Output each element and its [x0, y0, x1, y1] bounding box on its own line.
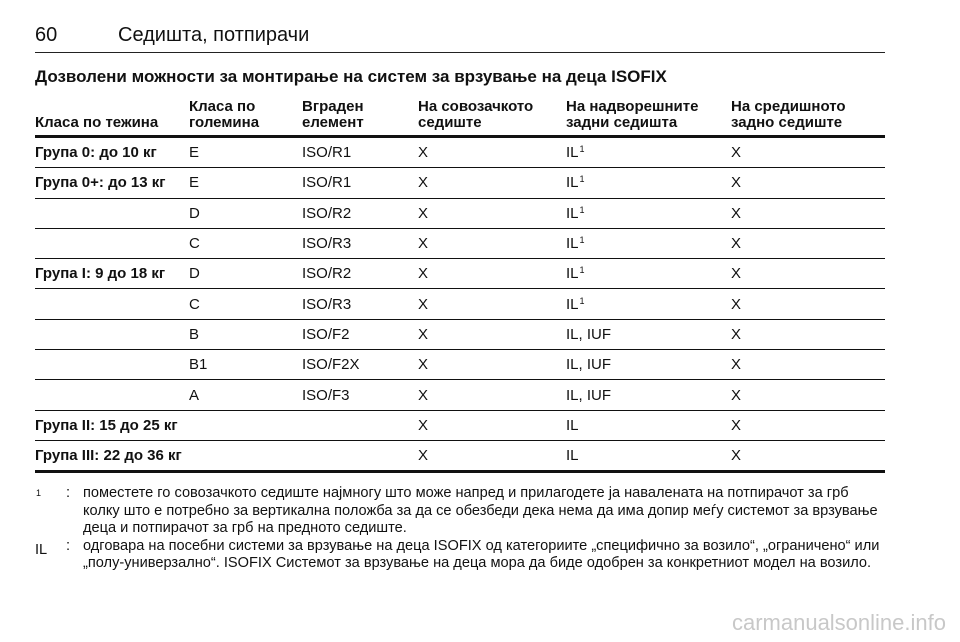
cell-middle-rear: X: [731, 144, 742, 162]
cell-middle-rear: X: [731, 356, 742, 374]
cell-weight-class: Група II: 15 до 25 кг: [35, 416, 178, 434]
table-row: [35, 440, 885, 471]
cell-front-passenger: X: [418, 265, 429, 283]
table-row: [35, 168, 885, 198]
cell-size-class: E: [189, 144, 200, 162]
footnote-ref: 1: [579, 295, 585, 306]
header-front-passenger: На совозачкото седиште: [418, 98, 534, 131]
cell-fixture: ISO/F2X: [302, 356, 360, 374]
cell-middle-rear: X: [731, 416, 742, 434]
cell-size-class: B: [189, 325, 200, 343]
cell-fixture: ISO/R3: [302, 235, 352, 253]
cell-outer-rear: $IL^1$: [566, 235, 585, 253]
table-header-row: [35, 99, 885, 137]
footnote-ref: 1: [579, 144, 585, 155]
cell-fixture: ISO/F2: [302, 325, 350, 343]
cell-fixture: ISO/R3: [302, 295, 352, 313]
cell-middle-rear: X: [731, 447, 742, 465]
footnote-colon: :: [66, 485, 71, 501]
cell-weight-class: Група 0+: до 13 кг: [35, 174, 166, 192]
footnote-ref: 1: [579, 235, 585, 246]
header-outer-rear: На надворешните задни седишта: [566, 98, 699, 131]
cell-weight-class: Група I: 9 до 18 кг: [35, 265, 166, 283]
watermark: carmanualsonline.info: [731, 610, 946, 635]
cell-weight-class: [35, 289, 189, 319]
table-row: [35, 319, 885, 349]
page-header: [35, 18, 885, 53]
footnote-ref: 1: [579, 174, 585, 185]
page-number: 60: [35, 24, 58, 46]
cell-outer-rear: IL, IUF: [566, 356, 612, 374]
cell-size-class: A: [189, 386, 200, 404]
footnote-ref: 1: [579, 204, 585, 215]
cell-front-passenger: X: [418, 295, 429, 313]
cell-outer-rear: $IL^1$: [566, 295, 585, 313]
header-fixture: Вграден елемент: [302, 98, 364, 131]
table-row: [35, 198, 885, 228]
cell-fixture: [302, 410, 418, 440]
cell-fixture: [302, 440, 418, 471]
cell-front-passenger: X: [418, 416, 429, 434]
cell-middle-rear: X: [731, 174, 742, 192]
cell-size-class: [189, 410, 302, 440]
cell-weight-class: [35, 350, 189, 380]
cell-size-class: [189, 440, 302, 471]
cell-middle-rear: X: [731, 204, 742, 222]
cell-outer-rear: IL: [566, 416, 579, 434]
cell-fixture: ISO/R2: [302, 204, 352, 222]
footnote-text: поместете го совозачкото седиште најмногу што може напред и прилагодете ја навалената на потпирачот за грб колку што е потребно за вертикална положба за да се обезбеди дека нема да има допир меѓу системот за врзување деца и потпирачот за грб на предното седиште.: [83, 485, 878, 537]
section-title: Дозволени можности за монтирање на систем за врзување на деца ISOFIX: [35, 67, 667, 86]
cell-middle-rear: X: [731, 235, 742, 253]
cell-front-passenger: X: [418, 325, 429, 343]
cell-outer-rear: $IL^1$: [566, 144, 585, 162]
header-size-class: Класа по големина: [189, 98, 260, 131]
cell-outer-rear: $IL^1$: [566, 265, 585, 283]
cell-fixture: ISO/F3: [302, 386, 350, 404]
cell-front-passenger: X: [418, 144, 429, 162]
table-row: [35, 410, 885, 440]
footnotes: [35, 485, 885, 573]
cell-weight-class: [35, 228, 189, 258]
cell-fixture: ISO/R2: [302, 265, 352, 283]
cell-size-class: D: [189, 204, 200, 222]
cell-weight-class: [35, 319, 189, 349]
cell-front-passenger: X: [418, 356, 429, 374]
footnote-text: одговара на посебни системи за врзување на деца ISOFIX од категориите „специфично за возило“, „ограничено“ или „полу-универзално“. ISOFIX Системот за врзување на деца мора да биде одобрен за конкретниот модел на возило.: [83, 537, 880, 572]
cell-size-class: D: [189, 265, 200, 283]
cell-fixture: ISO/R1: [302, 174, 352, 192]
cell-front-passenger: X: [418, 174, 429, 192]
footnote-marker: 1: [36, 488, 42, 498]
isofix-table: [35, 99, 885, 473]
cell-outer-rear: IL, IUF: [566, 386, 612, 404]
header-weight-class: Класа по тежина: [35, 114, 159, 131]
cell-front-passenger: X: [418, 204, 429, 222]
cell-front-passenger: X: [418, 386, 429, 404]
table-row: [35, 380, 885, 410]
cell-outer-rear: IL, IUF: [566, 325, 612, 343]
cell-weight-class: Група 0: до 10 кг: [35, 144, 157, 162]
cell-size-class: B1: [189, 356, 208, 374]
cell-front-passenger: X: [418, 235, 429, 253]
cell-middle-rear: X: [731, 386, 742, 404]
table-body: [35, 137, 885, 472]
table-row: [35, 137, 885, 168]
table-row: [35, 350, 885, 380]
cell-outer-rear: $IL^1$: [566, 204, 585, 222]
footnote-marker: IL: [35, 541, 48, 558]
footnote-1: [35, 485, 885, 538]
cell-weight-class: Група III: 22 до 36 кг: [35, 447, 182, 465]
footnote-colon: :: [66, 537, 71, 554]
cell-size-class: C: [189, 295, 200, 313]
table-row: [35, 228, 885, 258]
cell-weight-class: [35, 198, 189, 228]
table-row: [35, 259, 885, 289]
page-title: Седишта, потпирачи: [118, 24, 310, 46]
footnote-il: [35, 538, 885, 573]
header-middle-rear: На средишното задно седиште: [731, 98, 846, 131]
cell-fixture: ISO/R1: [302, 144, 352, 162]
table-row: [35, 289, 885, 319]
cell-size-class: E: [189, 174, 200, 192]
cell-front-passenger: X: [418, 447, 429, 465]
cell-outer-rear: IL: [566, 447, 579, 465]
footnote-ref: 1: [579, 265, 585, 276]
cell-weight-class: [35, 380, 189, 410]
cell-middle-rear: X: [731, 265, 742, 283]
cell-middle-rear: X: [731, 295, 742, 313]
cell-outer-rear: $IL^1$: [566, 174, 585, 192]
cell-middle-rear: X: [731, 325, 742, 343]
cell-size-class: C: [189, 235, 200, 253]
